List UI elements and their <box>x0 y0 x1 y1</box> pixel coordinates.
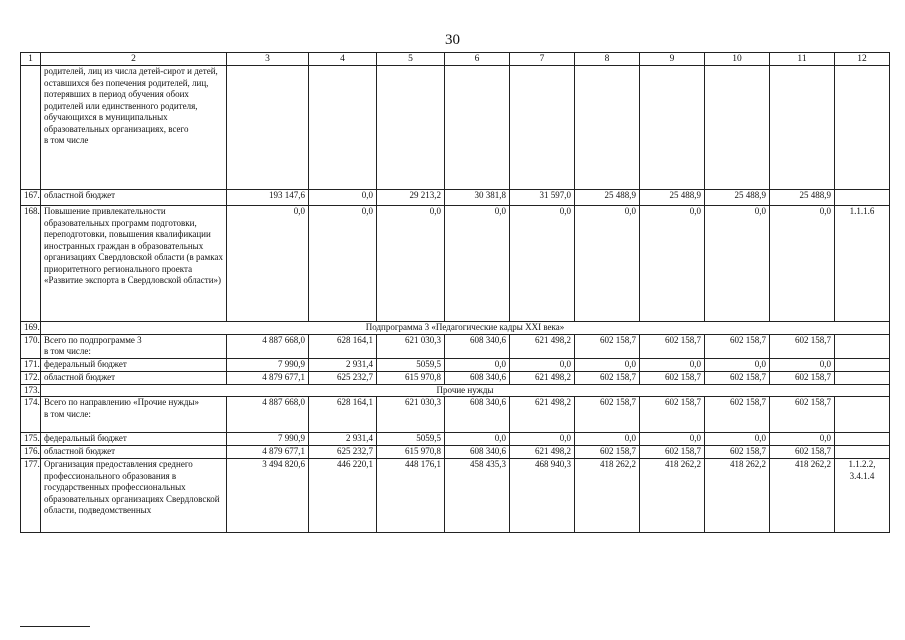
value-cell: 446 220,1 <box>309 459 377 533</box>
value-cell: 628 164,1 <box>309 334 377 358</box>
value-cell: 602 158,7 <box>770 446 835 459</box>
row-number: 175. <box>21 433 41 446</box>
header-row <box>21 53 890 66</box>
value-cell: 193 147,6 <box>227 190 309 206</box>
value-cell: 602 158,7 <box>770 397 835 433</box>
value-cell: 4 879 677,1 <box>227 446 309 459</box>
target-ref-cell <box>835 397 890 433</box>
value-cell: 0,0 <box>705 206 770 322</box>
value-cell: 0,0 <box>575 433 640 446</box>
header-cell: 10 <box>705 53 770 66</box>
target-ref-cell <box>835 190 890 206</box>
value-cell: 31 597,0 <box>510 190 575 206</box>
value-cell: 4 887 668,0 <box>227 334 309 358</box>
row-name: Организация предоставления среднего профессионального образования в государственных профессиональных образовательных организациях Свердловской области, подведомственных <box>41 459 227 533</box>
value-cell: 621 498,2 <box>510 397 575 433</box>
value-cell: 0,0 <box>309 190 377 206</box>
table-row <box>21 371 890 384</box>
value-cell <box>227 66 309 190</box>
value-cell: 418 262,2 <box>770 459 835 533</box>
value-cell: 0,0 <box>445 358 510 371</box>
value-cell: 0,0 <box>770 358 835 371</box>
value-cell: 29 213,2 <box>377 190 445 206</box>
row-number: 168. <box>21 206 41 322</box>
value-cell: 0,0 <box>510 358 575 371</box>
row-name: Всего по подпрограмме 3 в том числе: <box>41 334 227 358</box>
value-cell: 0,0 <box>640 358 705 371</box>
value-cell <box>640 66 705 190</box>
value-cell: 602 158,7 <box>575 397 640 433</box>
value-cell: 418 262,2 <box>640 459 705 533</box>
header-cell: 5 <box>377 53 445 66</box>
value-cell <box>770 66 835 190</box>
value-cell <box>510 66 575 190</box>
row-number: 176. <box>21 446 41 459</box>
row-name: областной бюджет <box>41 371 227 384</box>
value-cell: 0,0 <box>445 206 510 322</box>
target-ref-cell <box>835 446 890 459</box>
value-cell <box>575 66 640 190</box>
row-number: 170. <box>21 334 41 358</box>
value-cell: 0,0 <box>640 206 705 322</box>
value-cell: 4 879 677,1 <box>227 371 309 384</box>
budget-table <box>20 52 890 533</box>
value-cell: 602 158,7 <box>640 334 705 358</box>
target-ref-cell: 1.1.1.6 <box>835 206 890 322</box>
value-cell: 602 158,7 <box>640 371 705 384</box>
row-name: областной бюджет <box>41 446 227 459</box>
row-number: 169. <box>21 322 41 335</box>
header-cell: 7 <box>510 53 575 66</box>
value-cell <box>445 66 510 190</box>
target-ref-cell <box>835 358 890 371</box>
header-cell: 2 <box>41 53 227 66</box>
value-cell: 602 158,7 <box>705 397 770 433</box>
value-cell: 30 381,8 <box>445 190 510 206</box>
value-cell: 0,0 <box>510 433 575 446</box>
value-cell: 621 030,3 <box>377 397 445 433</box>
row-number: 177. <box>21 459 41 533</box>
value-cell: 2 931,4 <box>309 433 377 446</box>
value-cell: 448 176,1 <box>377 459 445 533</box>
row-name: Повышение привлекательности образовательных программ подготовки, переподготовки, повышения квалификации иностранных граждан в образовательных организациях Свердловской области (в рамках приоритетного регионального проекта «Развитие экспорта в Свердловской области») <box>41 206 227 322</box>
target-ref-cell <box>835 371 890 384</box>
header-cell: 6 <box>445 53 510 66</box>
value-cell: 615 970,8 <box>377 446 445 459</box>
footnote-separator <box>20 626 90 627</box>
value-cell: 621 498,2 <box>510 334 575 358</box>
value-cell: 0,0 <box>575 358 640 371</box>
row-name: Всего по направлению «Прочие нужды» в том числе: <box>41 397 227 433</box>
table-row <box>21 446 890 459</box>
value-cell: 0,0 <box>705 358 770 371</box>
value-cell: 7 990,9 <box>227 358 309 371</box>
value-cell: 25 488,9 <box>575 190 640 206</box>
value-cell: 25 488,9 <box>640 190 705 206</box>
header-cell: 11 <box>770 53 835 66</box>
row-number: 173. <box>21 384 41 397</box>
value-cell: 0,0 <box>640 433 705 446</box>
value-cell: 0,0 <box>377 206 445 322</box>
table-row <box>21 206 890 322</box>
row-name: родителей, лиц из числа детей-сирот и детей, оставшихся без попечения родителей, лиц, потерявших в период обучения обоих родителей или единственного родителя, обучающихся в муниципальных образовательных организациях, всего в том числе <box>41 66 227 190</box>
value-cell: 602 158,7 <box>770 334 835 358</box>
value-cell: 615 970,8 <box>377 371 445 384</box>
value-cell: 621 030,3 <box>377 334 445 358</box>
row-number <box>21 66 41 190</box>
target-ref-cell: 1.1.2.2, 3.4.1.4 <box>835 459 890 533</box>
table-row <box>21 459 890 533</box>
section-row <box>21 384 890 397</box>
value-cell: 621 498,2 <box>510 371 575 384</box>
value-cell: 4 887 668,0 <box>227 397 309 433</box>
value-cell: 608 340,6 <box>445 397 510 433</box>
value-cell: 602 158,7 <box>705 446 770 459</box>
value-cell: 602 158,7 <box>640 397 705 433</box>
value-cell: 3 494 820,6 <box>227 459 309 533</box>
value-cell: 5059,5 <box>377 358 445 371</box>
value-cell: 0,0 <box>705 433 770 446</box>
table-row <box>21 334 890 358</box>
value-cell: 602 158,7 <box>575 446 640 459</box>
row-name: областной бюджет <box>41 190 227 206</box>
row-name: федеральный бюджет <box>41 433 227 446</box>
value-cell: 625 232,7 <box>309 371 377 384</box>
value-cell: 0,0 <box>309 206 377 322</box>
value-cell: 25 488,9 <box>705 190 770 206</box>
table-row <box>21 433 890 446</box>
value-cell: 608 340,6 <box>445 371 510 384</box>
row-number: 174. <box>21 397 41 433</box>
value-cell: 7 990,9 <box>227 433 309 446</box>
value-cell: 608 340,6 <box>445 446 510 459</box>
value-cell: 2 931,4 <box>309 358 377 371</box>
value-cell: 628 164,1 <box>309 397 377 433</box>
value-cell: 0,0 <box>445 433 510 446</box>
value-cell: 602 158,7 <box>575 334 640 358</box>
value-cell: 602 158,7 <box>640 446 705 459</box>
header-cell: 1 <box>21 53 41 66</box>
target-ref-cell <box>835 433 890 446</box>
value-cell: 418 262,2 <box>705 459 770 533</box>
value-cell: 418 262,2 <box>575 459 640 533</box>
section-title: Прочие нужды <box>41 384 890 397</box>
value-cell: 458 435,3 <box>445 459 510 533</box>
row-name: федеральный бюджет <box>41 358 227 371</box>
value-cell <box>377 66 445 190</box>
target-ref-cell <box>835 334 890 358</box>
table-row <box>21 66 890 190</box>
header-cell: 3 <box>227 53 309 66</box>
section-row <box>21 322 890 335</box>
value-cell: 602 158,7 <box>705 334 770 358</box>
value-cell: 625 232,7 <box>309 446 377 459</box>
value-cell: 0,0 <box>510 206 575 322</box>
value-cell: 0,0 <box>227 206 309 322</box>
row-number: 171. <box>21 358 41 371</box>
value-cell: 608 340,6 <box>445 334 510 358</box>
section-title: Подпрограмма 3 «Педагогические кадры XXI века» <box>41 322 890 335</box>
header-cell: 9 <box>640 53 705 66</box>
value-cell: 602 158,7 <box>770 371 835 384</box>
header-cell: 4 <box>309 53 377 66</box>
table-row <box>21 358 890 371</box>
value-cell: 0,0 <box>770 433 835 446</box>
value-cell: 0,0 <box>575 206 640 322</box>
value-cell: 5059,5 <box>377 433 445 446</box>
value-cell <box>705 66 770 190</box>
row-number: 172. <box>21 371 41 384</box>
row-number: 167. <box>21 190 41 206</box>
table-row <box>21 190 890 206</box>
value-cell: 25 488,9 <box>770 190 835 206</box>
value-cell: 602 158,7 <box>705 371 770 384</box>
page-number: 30 <box>445 32 460 48</box>
table-row <box>21 397 890 433</box>
target-ref-cell <box>835 66 890 190</box>
value-cell: 602 158,7 <box>575 371 640 384</box>
header-cell: 12 <box>835 53 890 66</box>
value-cell <box>309 66 377 190</box>
value-cell: 0,0 <box>770 206 835 322</box>
header-cell: 8 <box>575 53 640 66</box>
value-cell: 468 940,3 <box>510 459 575 533</box>
value-cell: 621 498,2 <box>510 446 575 459</box>
